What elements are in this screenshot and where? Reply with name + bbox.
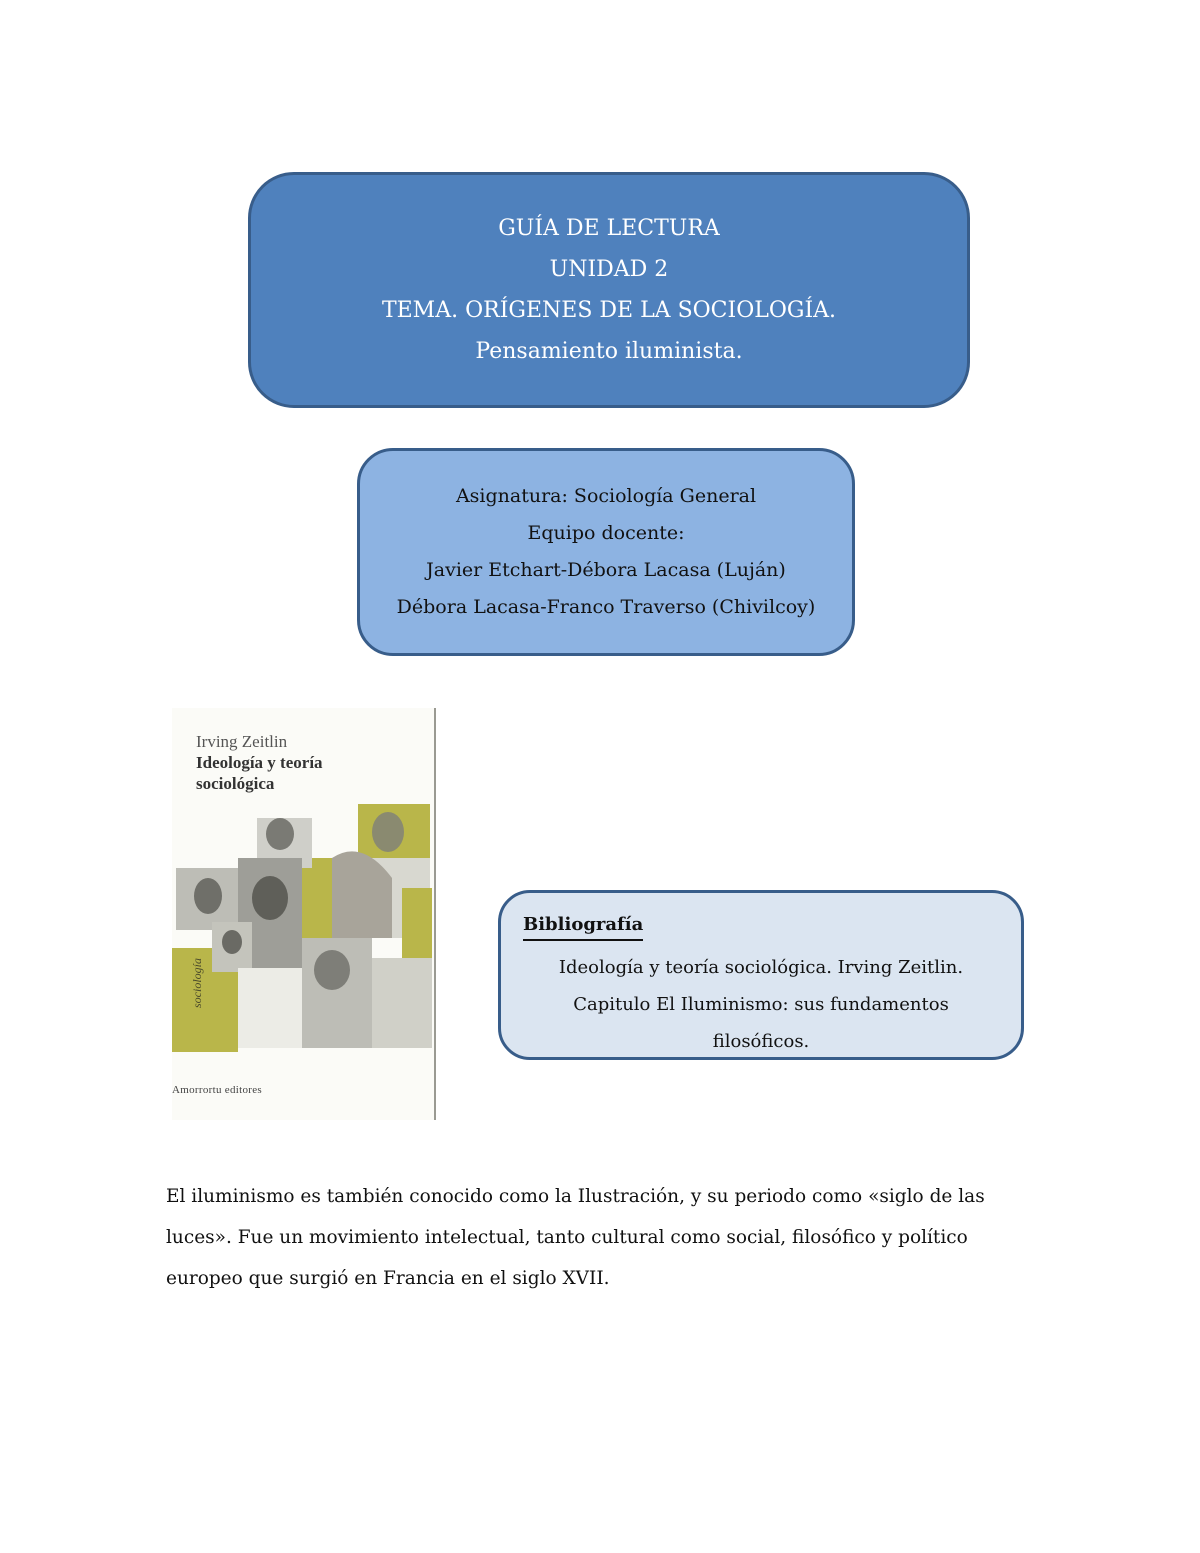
book-author: Irving Zeitlin xyxy=(196,732,288,751)
paragraph-line-3: europeo que surgió en Francia en el siglo XVII. xyxy=(166,1268,610,1289)
title-box xyxy=(248,172,970,408)
team-chivilcoy: Débora Lacasa-Franco Traverso (Chivilcoy) xyxy=(396,596,816,618)
title-line-unit: UNIDAD 2 xyxy=(549,257,669,282)
title-line-subtopic: Pensamiento iluminista. xyxy=(475,339,743,364)
paragraph-line-2: luces». Fue un movimiento intelectual, tanto cultural como social, filosófico y político xyxy=(166,1227,968,1248)
book-publisher: Amorrortu editores xyxy=(172,1084,263,1096)
book-cover-image xyxy=(172,708,436,1120)
subject-box xyxy=(357,448,855,656)
title-line-guide: GUÍA DE LECTURA xyxy=(498,216,720,241)
bibliography-line-chapter-end: filosóficos. xyxy=(712,1031,810,1052)
bibliography-heading: Bibliografía xyxy=(523,911,643,941)
bibliography-line-book: Ideología y teoría sociológica. Irving Zeitlin. xyxy=(558,957,964,978)
team-lujan: Javier Etchart-Débora Lacasa (Luján) xyxy=(426,559,786,581)
team-label: Equipo docente: xyxy=(527,522,685,544)
book-title: Ideología y teoría sociológica xyxy=(196,753,323,793)
paragraph-line-1: El iluminismo es también conocido como la Ilustración, y su periodo como «siglo de las xyxy=(166,1186,985,1207)
subject-line: Asignatura: Sociología General xyxy=(455,485,757,507)
bibliography-line-chapter: Capitulo El Iluminismo: sus fundamentos xyxy=(573,994,949,1015)
bibliography-body xyxy=(501,949,1021,1060)
title-line-topic: TEMA. ORÍGENES DE LA SOCIOLOGÍA. xyxy=(381,298,837,323)
bibliography-box xyxy=(498,890,1024,1060)
intro-paragraph xyxy=(166,1176,1006,1299)
book-series: sociología xyxy=(190,958,204,1008)
